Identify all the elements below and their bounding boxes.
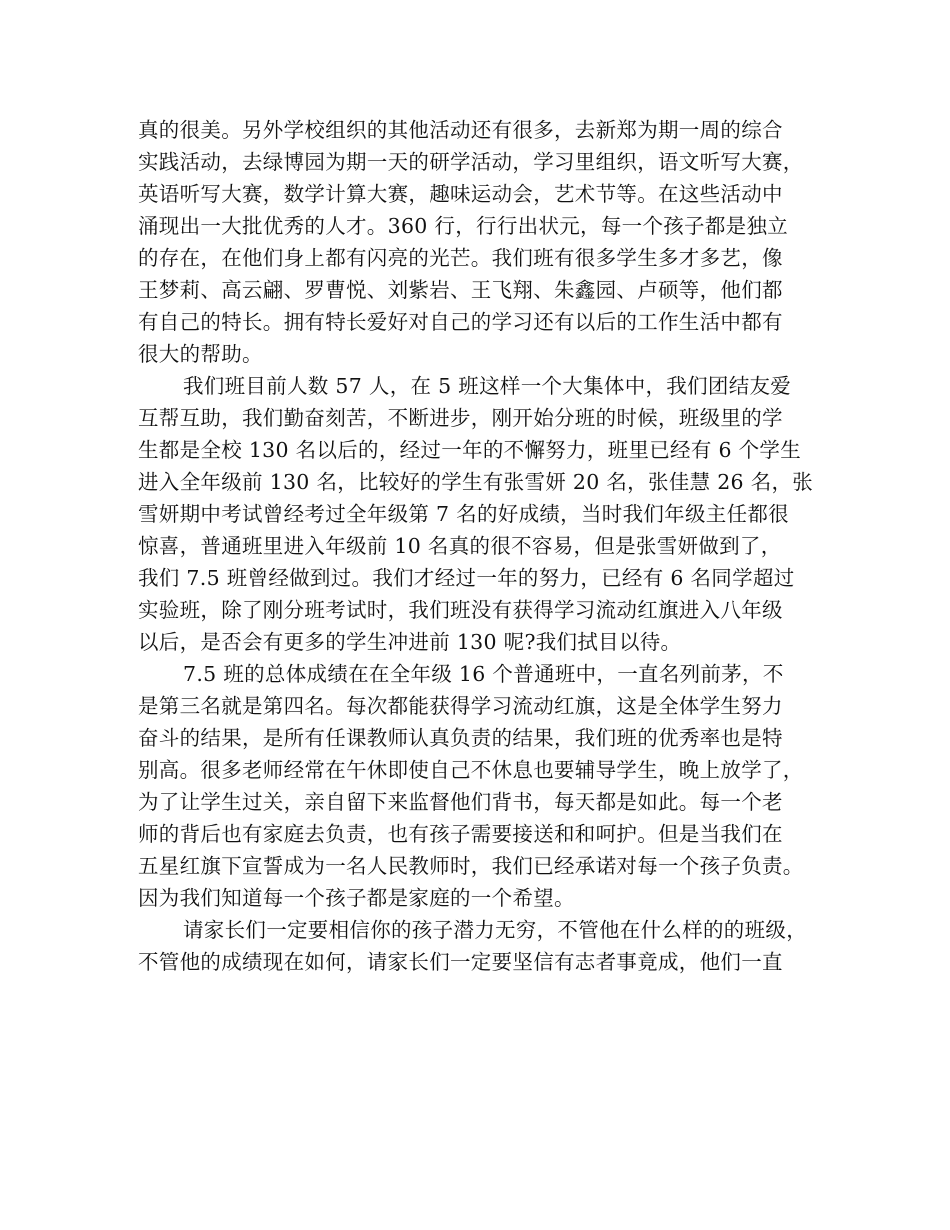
text-line: 不管他的成绩现在如何，请家长们一定要坚信有志者事竟成，他们一直 (138, 950, 783, 974)
text-line: 实践活动，去绿博园为期一天的研学活动，学习里组织，语文听写大赛， (138, 150, 804, 174)
text-line: 的存在，在他们身上都有闪亮的光芒。我们班有很多学生多才多艺，像 (138, 246, 783, 270)
text-line: 英语听写大赛，数学计算大赛，趣味运动会，艺术节等。在这些活动中 (138, 182, 783, 206)
text-line: 五星红旗下宣誓成为一名人民教师时，我们已经承诺对每一个孩子负责。 (138, 854, 804, 878)
text-line: 有自己的特长。拥有特长爱好对自己的学习还有以后的工作生活中都有 (138, 310, 783, 334)
paragraph-start-line: 7.5 班的总体成绩在在全年级 16 个普通班中，一直名列前茅，不 (183, 662, 784, 686)
text-line: 惊喜，普通班里进入年级前 10 名真的很不容易，但是张雪妍做到了， (138, 534, 782, 558)
text-line: 为了让学生过关，亲自留下来监督他们背书，每天都是如此。每一个老 (138, 790, 783, 814)
text-line: 真的很美。另外学校组织的其他活动还有很多，去新郑为期一周的综合 (138, 118, 783, 142)
paragraph-start-line: 请家长们一定要相信你的孩子潜力无穷，不管他在什么样的的班级， (183, 918, 807, 942)
text-line: 雪妍期中考试曾经考过全年级第 7 名的好成绩，当时我们年级主任都很 (138, 502, 789, 526)
text-line: 实验班，除了刚分班考试时，我们班没有获得学习流动红旗进入八年级 (138, 598, 783, 622)
text-line: 别高。很多老师经常在午休即使自己不休息也要辅导学生，晚上放学了， (138, 758, 804, 782)
text-line: 很大的帮助。 (138, 342, 263, 366)
text-line: 师的背后也有家庭去负责，也有孩子需要接送和和呵护。但是当我们在 (138, 822, 783, 846)
text-line: 因为我们知道每一个孩子都是家庭的一个希望。 (138, 886, 575, 910)
paragraph-start-line: 我们班目前人数 57 人，在 5 班这样一个大集体中，我们团结友爱 (183, 374, 792, 398)
text-line: 互帮互助，我们勤奋刻苦，不断进步，刚开始分班的时候，班级里的学 (138, 406, 783, 430)
text-line: 涌现出一大批优秀的人才。360 行，行行出状元，每一个孩子都是独立 (138, 214, 789, 238)
text-line: 生都是全校 130 名以后的，经过一年的不懈努力，班里已经有 6 个学生 (138, 438, 802, 462)
text-line: 我们 7.5 班曾经做到过。我们才经过一年的努力，已经有 6 名同学超过 (138, 566, 795, 590)
text-line: 是第三名就是第四名。每次都能获得学习流动红旗，这是全体学生努力 (138, 694, 783, 718)
document-body (138, 114, 812, 978)
text-line: 奋斗的结果，是所有任课教师认真负责的结果，我们班的优秀率也是特 (138, 726, 783, 750)
text-line: 王梦莉、高云翩、罗曹悦、刘紫岩、王飞翔、朱鑫园、卢硕等，他们都 (138, 278, 783, 302)
text-line: 进入全年级前 130 名，比较好的学生有张雪妍 20 名，张佳慧 26 名，张 (138, 470, 814, 494)
text-line: 以后，是否会有更多的学生冲进前 130 呢?我们拭目以待。 (138, 630, 682, 654)
